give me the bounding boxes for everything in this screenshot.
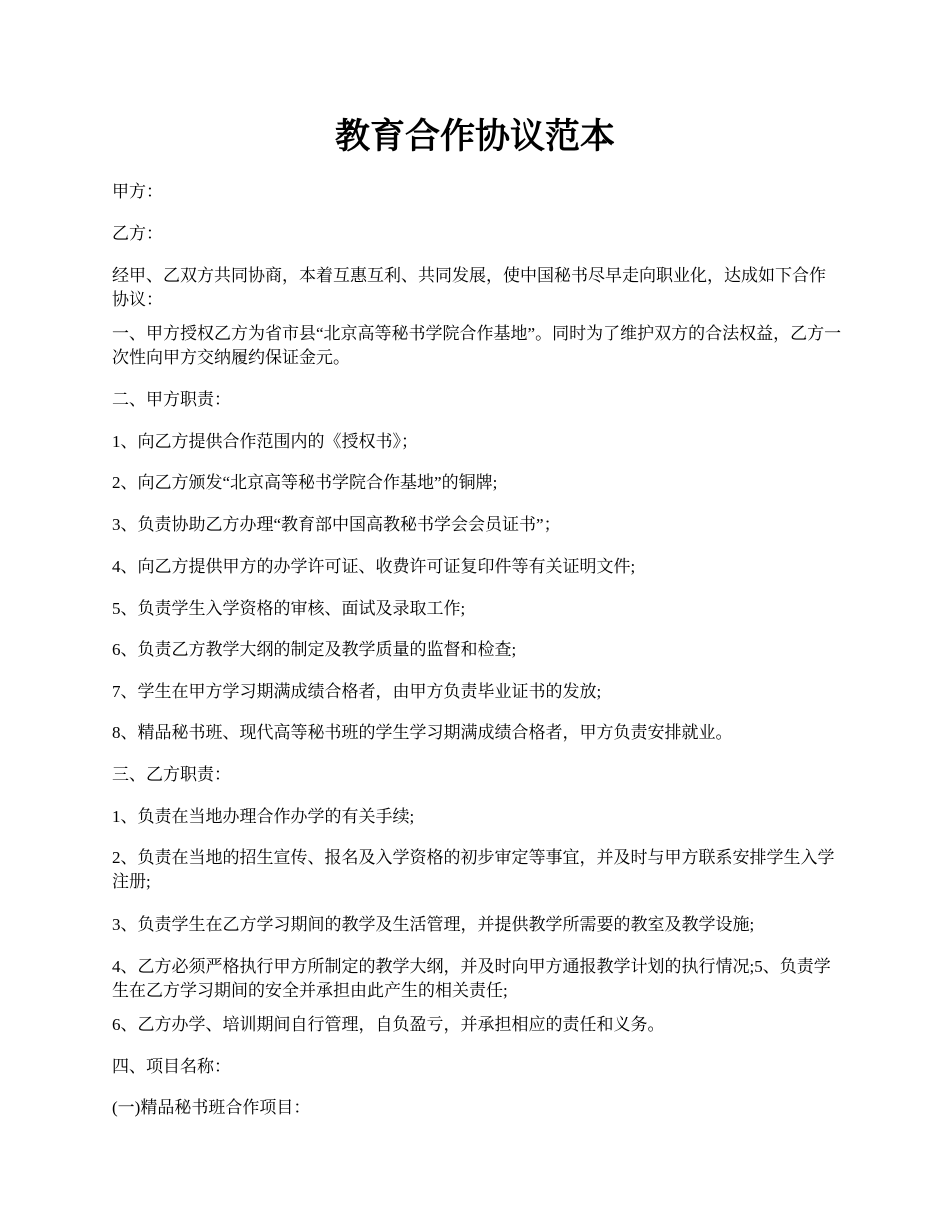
paragraph-b-duty-4-5: 4、乙方必须严格执行甲方所制定的教学大纲，并及时向甲方通报教学计划的执行情况;5、负责学生在乙方学习期间的安全并承担由此产生的相关责任; <box>112 957 831 1000</box>
paragraph-party-b: 乙方： <box>112 224 163 243</box>
paragraph-a-duty-2: 2、向乙方颁发“北京高等秘书学院合作基地”的铜牌; <box>112 473 498 492</box>
paragraph-party-a: 甲方： <box>112 182 163 201</box>
paragraph-a-duty-4: 4、向乙方提供甲方的办学许可证、收费许可证复印件等有关证明文件; <box>112 557 636 576</box>
paragraph-heading-party-a-duties: 二、甲方职责： <box>112 390 231 409</box>
paragraph-a-duty-8: 8、精品秘书班、现代高等秘书班的学生学习期满成绩合格者，甲方负责安排就业。 <box>112 723 733 742</box>
paragraph-intro: 经甲、乙双方共同协商，本着互惠互利、共同发展，使中国秘书尽早走向职业化，达成如下合作协议： <box>112 266 826 309</box>
paragraph-heading-project-name: 四、项目名称： <box>112 1057 231 1076</box>
paragraph-section-1: 一、甲方授权乙方为省市县“北京高等秘书学院合作基地”。同时为了维护双方的合法权益，乙方一次性向甲方交纳履约保证金元。 <box>112 324 842 367</box>
paragraph-b-duty-1: 1、负责在当地办理合作办学的有关手续; <box>112 807 415 826</box>
paragraph-b-duty-6: 6、乙方办学、培训期间自行管理，自负盈亏，并承担相应的责任和义务。 <box>112 1015 665 1034</box>
paragraph-a-duty-3: 3、负责协助乙方办理“教育部中国高教秘书学会会员证书”； <box>112 515 561 534</box>
paragraph-b-duty-3: 3、负责学生在乙方学习期间的教学及生活管理，并提供教学所需要的教室及教学设施; <box>112 915 755 934</box>
paragraph-a-duty-6: 6、负责乙方教学大纲的制定及教学质量的监督和检查; <box>112 640 517 659</box>
paragraph-a-duty-5: 5、负责学生入学资格的审核、面试及录取工作; <box>112 599 466 618</box>
paragraph-a-duty-7: 7、学生在甲方学习期满成绩合格者，由甲方负责毕业证书的发放; <box>112 682 602 701</box>
paragraph-a-duty-1: 1、向乙方提供合作范围内的《授权书》； <box>112 432 418 451</box>
paragraph-b-duty-2: 2、负责在当地的招生宣传、报名及入学资格的初步审定等事宜，并及时与甲方联系安排学生入学注册; <box>112 848 835 891</box>
paragraph-project-1: (一)精品秘书班合作项目： <box>112 1098 311 1117</box>
document-title: 教育合作协议范本 <box>334 116 615 157</box>
paragraph-heading-party-b-duties: 三、乙方职责： <box>112 765 231 784</box>
